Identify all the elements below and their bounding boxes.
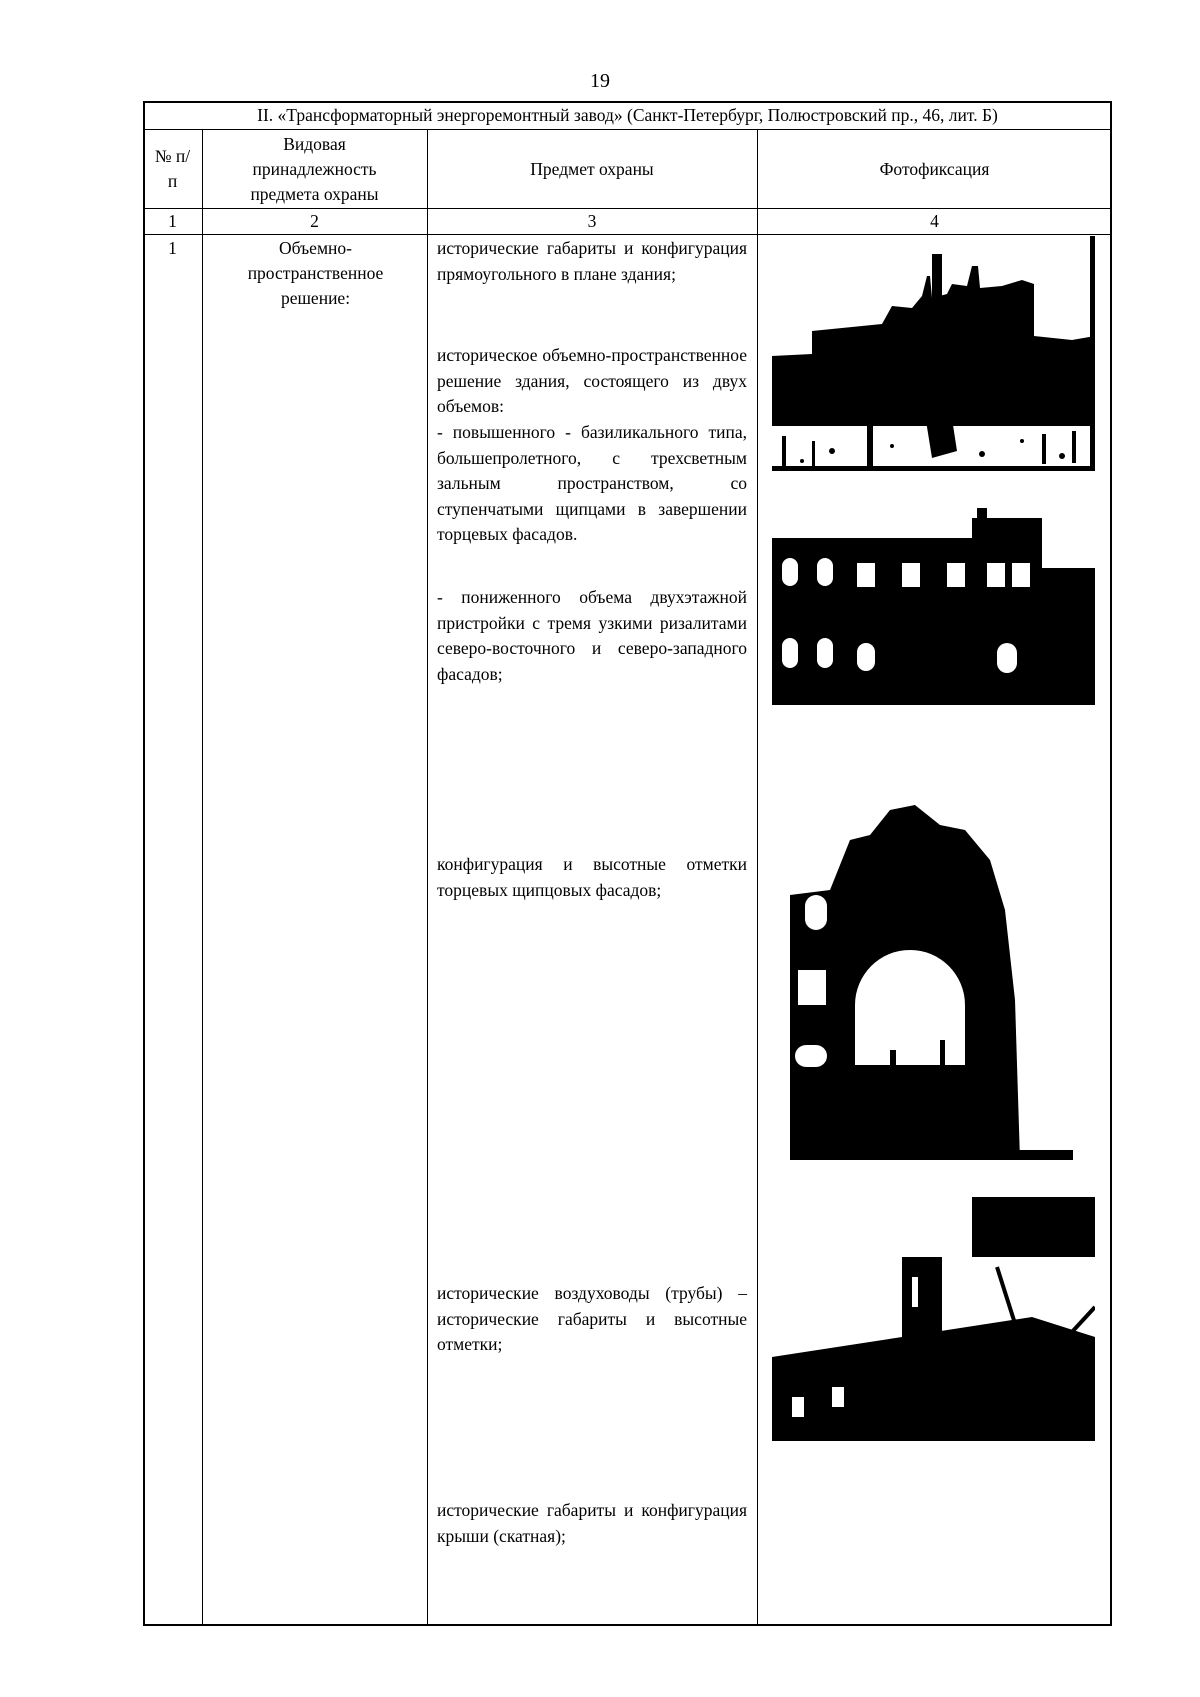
photo-building-silhouette bbox=[772, 236, 1095, 471]
row-category: Объемно-пространственное решение: bbox=[247, 238, 384, 308]
row-number: 1 bbox=[168, 238, 177, 258]
photo-two-storey-facade bbox=[772, 508, 1095, 705]
protected-item: исторические габариты и конфигурация прямоугольного в плане здания; bbox=[437, 238, 747, 284]
protected-item: исторические габариты и конфигурация крыши (скатная); bbox=[437, 1500, 747, 1546]
column-numbers-divider bbox=[143, 234, 1112, 235]
protected-item: - повышенного - базиликального типа, большепролетного, с трехсветным зальным пространством, со ступенчатыми щипцами в завершении торцевых фасадов. bbox=[437, 422, 747, 544]
protected-item: - пониженного объема двухэтажной пристройки с тремя узкими ризалитами северо-восточного и северо-западного фасадов; bbox=[437, 587, 747, 684]
column-number: 3 bbox=[587, 210, 597, 231]
column-number: 1 bbox=[168, 210, 177, 231]
photo-gable-facade bbox=[790, 800, 1073, 1160]
column-number: 2 bbox=[310, 210, 319, 231]
photo-air-ducts bbox=[772, 1197, 1095, 1441]
header-photo: Фотофиксация bbox=[879, 158, 990, 179]
table-title: II. «Трансформаторный энергоремонтный завод» (Санкт-Петербург, Полюстровский пр., 46, лит. Б) bbox=[143, 101, 1112, 130]
column-number: 4 bbox=[930, 210, 939, 231]
header-category: Видовая принадлежность предмета охраны bbox=[250, 133, 379, 204]
column-divider bbox=[202, 130, 203, 1626]
header-number: № п/п bbox=[154, 146, 191, 191]
protected-item: конфигурация и высотные отметки торцевых щипцовых фасадов; bbox=[437, 854, 747, 900]
protected-item: историческое объемно-пространственное решение здания, состоящего из двух объемов: bbox=[437, 345, 747, 416]
protected-item: исторические воздуховоды (трубы) – исторические габариты и высотные отметки; bbox=[437, 1283, 747, 1354]
page-number: 19 bbox=[590, 70, 610, 92]
column-divider bbox=[757, 130, 758, 1626]
header-protected-object: Предмет охраны bbox=[530, 158, 654, 179]
column-divider bbox=[427, 130, 428, 1626]
